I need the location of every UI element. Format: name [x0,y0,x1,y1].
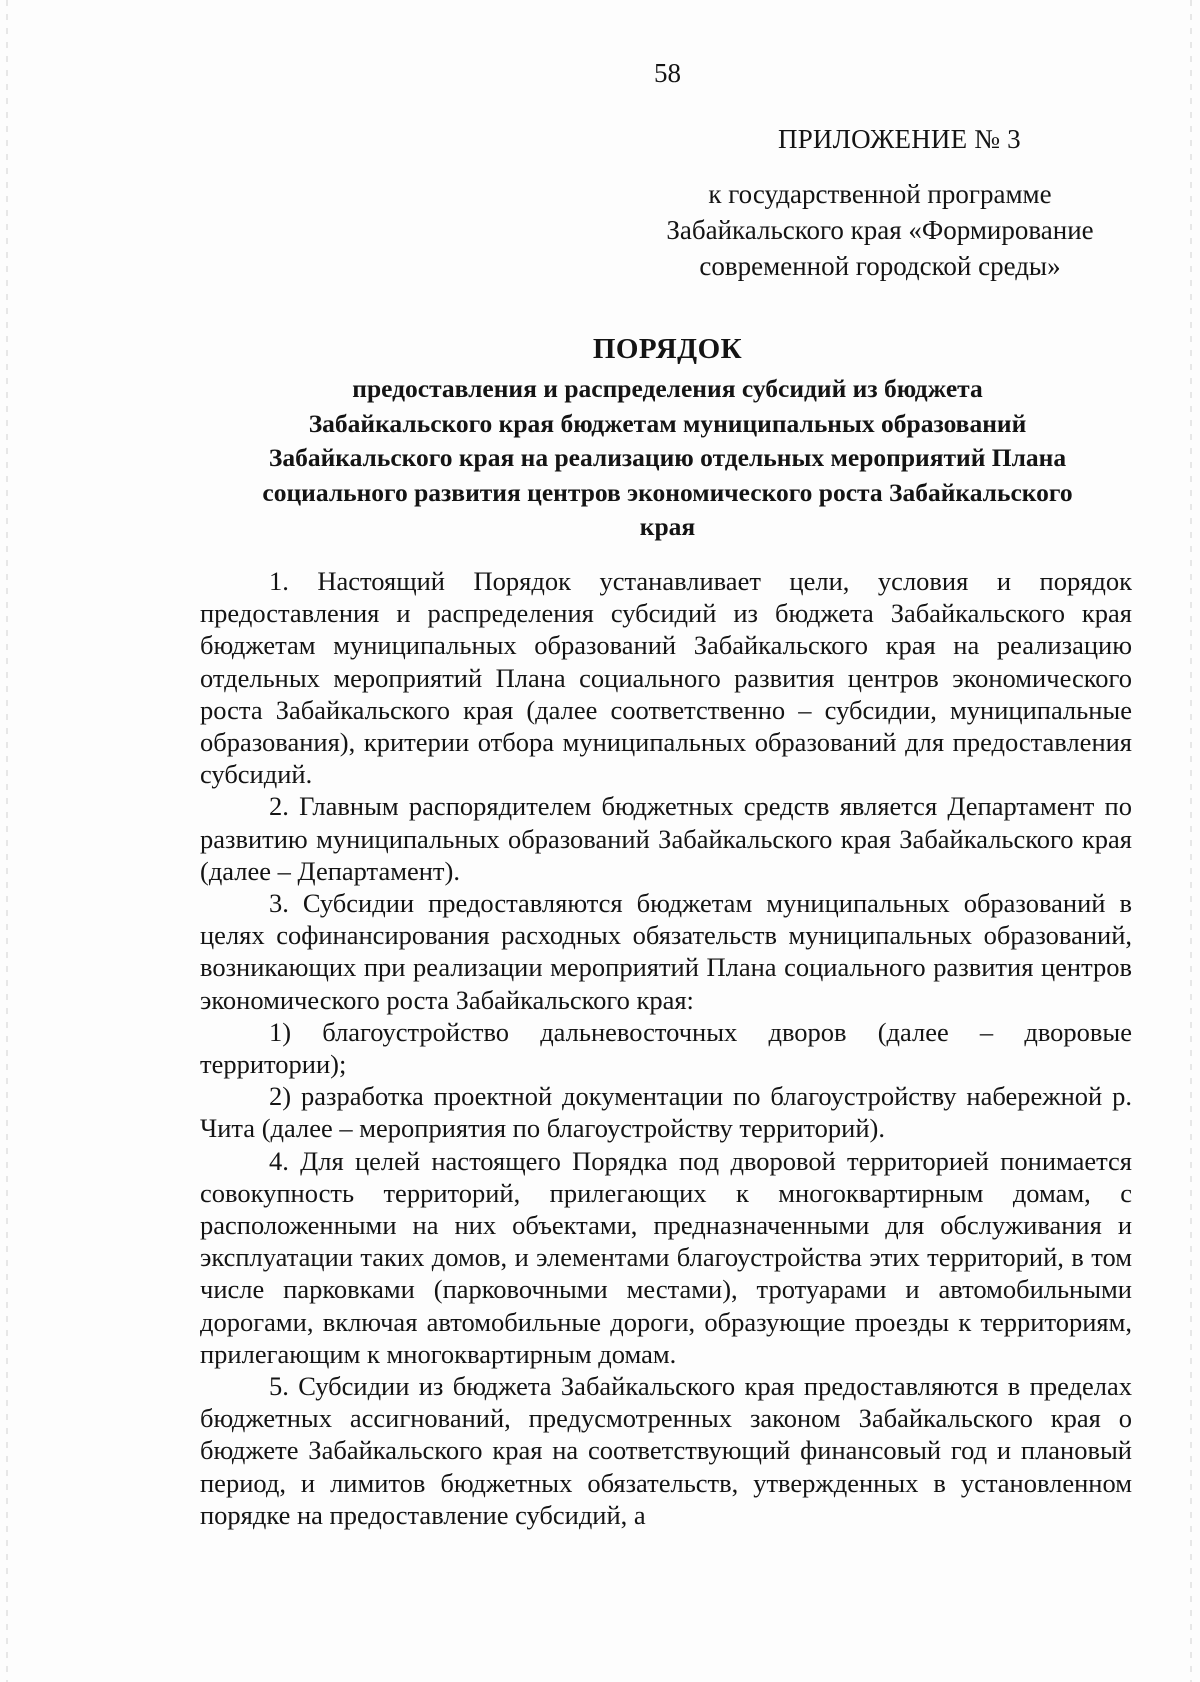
paragraph-3-item-1: 1) благоустройство дальневосточных дворов (далее – дворовые территории); [200,1016,1132,1080]
document-body [200,565,1132,1531]
page-number: 58 [654,58,681,88]
paragraph-1: 1. Настоящий Порядок устанавливает цели, условия и порядок предоставления и распределения субсидий из бюджета Забайкальского края бюджетам муниципальных образований Забайкальского края на реализацию отдельных мероприятий Плана социального развития центров экономического роста Забайкальского края (далее соответственно – субсидии, муниципальные образования), критерии отбора муниципальных образований для предоставления субсидий. [200,566,1132,790]
annex-subtitle: к государственной программе Забайкальского края «Формирование современной городской среды» [666,179,1094,281]
document-subtitle: предоставления и распределения субсидий из бюджета Забайкальского края бюджетам муниципальных образований Забайкальского края на реализацию отдельных мероприятий Плана социального развития центров экономического роста Забайкальского края [262,374,1073,541]
paragraph-3: 3. Субсидии предоставляются бюджетам муниципальных образований в целях софинансирования расходных обязательств муниципальных образований, возникающих при реализации мероприятий Плана социального развития центров экономического роста Забайкальского края: [200,888,1132,1015]
paragraph-3-item-2: 2) разработка проектной документации по благоустройству набережной р. Чита (далее – мероприятия по благоустройству территорий). [200,1081,1132,1144]
paragraph-2: 2. Главным распорядителем бюджетных средств является Департамент по развитию муниципальных образований Забайкальского края Забайкальского края (далее – Департамент). [200,791,1132,886]
paragraph-4: 4. Для целей настоящего Порядка под дворовой территорией понимается совокупность территорий, прилегающих к многоквартирным домам, с расположенными на них объектами, предназначенными для обслуживания и эксплуатации таких домов, и элементами благоустройства этих территорий, в том числе парковками (парковочными местами), тротуарами и автомобильными дорогами, включая автомобильные дороги, образующие проезды к территориям, прилегающим к многоквартирным домам. [200,1145,1132,1369]
paragraph-5: 5. Субсидии из бюджета Забайкальского края предоставляются в пределах бюджетных ассигнований, предусмотренных законом Забайкальского края о бюджете Забайкальского края на соответствующий финансовый год и плановый период, и лимитов бюджетных обязательств, утвержденных в установленном порядке на предоставление субсидий, а [200,1371,1132,1530]
scan-edge-left [6,0,8,1682]
annex-title: ПРИЛОЖЕНИЕ № 3 [778,124,1021,154]
scan-edge-right [1190,0,1192,1682]
document-title: ПОРЯДОК [592,333,743,365]
